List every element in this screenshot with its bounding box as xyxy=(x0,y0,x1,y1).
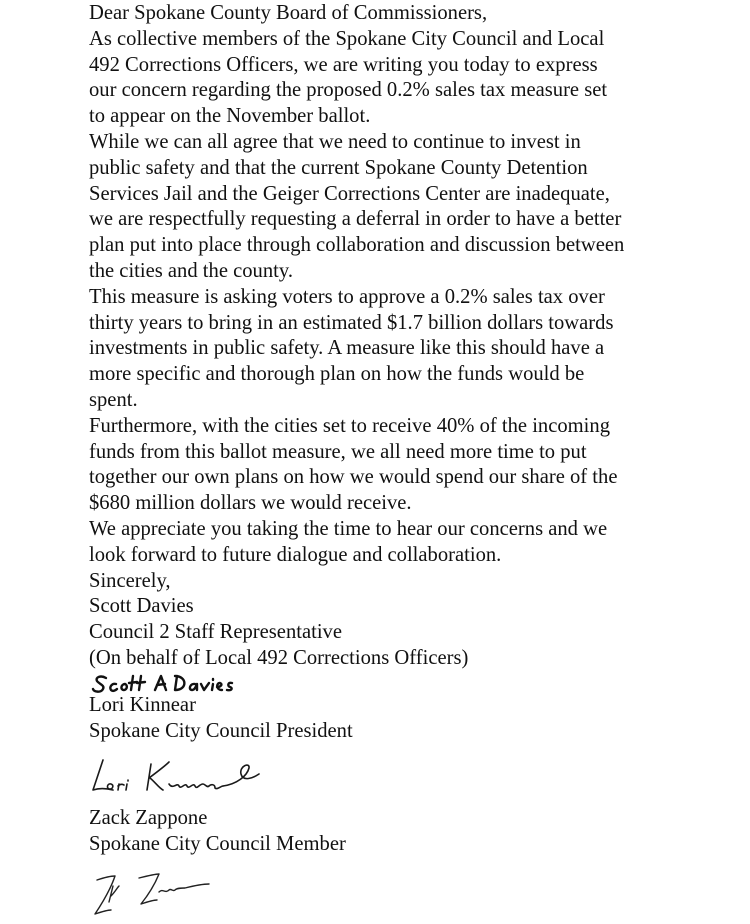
paragraph-2: While we can all agree that we need to continue to invest in public safety and that the current Spokane County Detention Services Jail and the Geiger Corrections Center are inadequate, we are respectfully requesting a deferral in order to have a better plan put into place through collaboration and discussion between the cities and the county. xyxy=(89,130,625,282)
paragraph-5: We appreciate you taking the time to hear our concerns and we look forward to future dialogue and collaboration. xyxy=(89,517,608,566)
signatory-name: Lori Kinnear xyxy=(89,693,196,716)
signature-kinnear xyxy=(89,744,729,806)
signatory-title: Spokane City Council Member xyxy=(89,833,346,856)
paragraph-4: Furthermore, with the cities set to receive 40% of the incoming funds from this ballot measure, we all need more time to put together our own plans on how we would spend our share of the $680 million dollars we would receive. xyxy=(89,414,618,515)
paragraph-3: This measure is asking voters to approve a 0.2% sales tax over thirty years to bring in an estimated $1.7 billion dollars towards investments in public safety. A measure like this should have a more specific and thorough plan on how the funds would be spent. xyxy=(89,285,614,411)
signatory-block-davies xyxy=(89,594,729,696)
signatory-block-kinnear xyxy=(89,693,729,807)
paragraph-1: As collective members of the Spokane City Council and Local 492 Corrections Officers, we are writing you today to express our concern regarding the proposed 0.2% sales tax measure set to appear on the November ballot. xyxy=(89,27,608,128)
salutation: Dear Spokane County Board of Commissioners, xyxy=(89,2,488,24)
signatory-name: Zack Zappone xyxy=(89,807,208,830)
signatory-block-zappone xyxy=(89,806,729,924)
letter-body xyxy=(89,1,729,924)
signatory-title: Spokane City Council President xyxy=(89,719,353,742)
signature-zappone xyxy=(89,858,729,924)
signatory-name: Scott Davies xyxy=(89,595,194,618)
signatory-title: Council 2 Staff Representative xyxy=(89,621,342,644)
closing: Sincerely, xyxy=(89,569,171,592)
signature-davies xyxy=(89,671,729,697)
signatory-note: (On behalf of Local 492 Corrections Officers) xyxy=(89,646,469,669)
